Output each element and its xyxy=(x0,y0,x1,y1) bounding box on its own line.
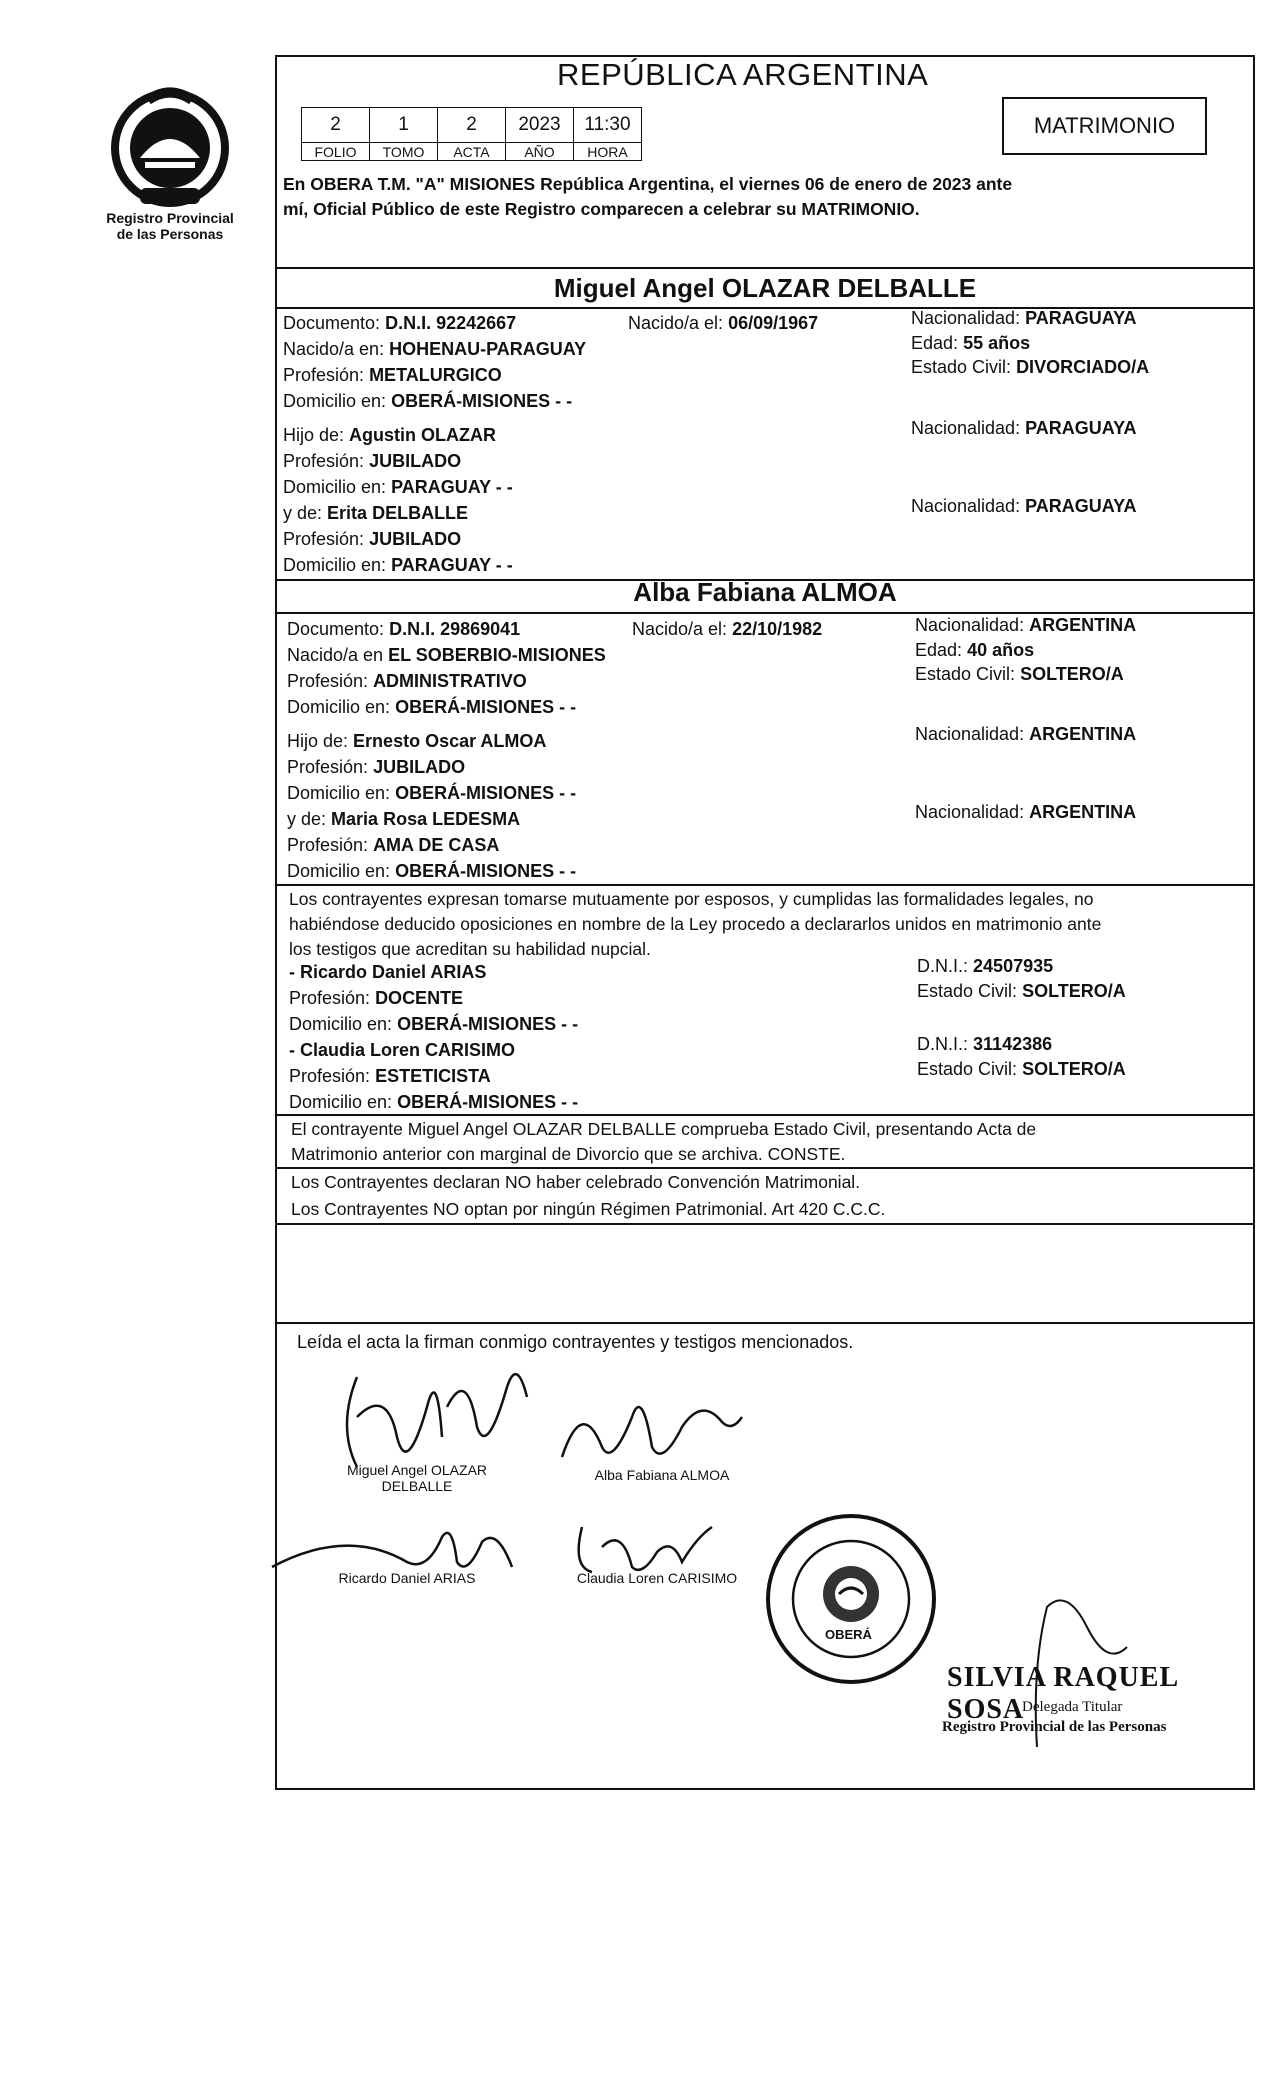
divider xyxy=(277,1114,1253,1116)
acta-value: 2 xyxy=(438,108,506,143)
declaration-text: Los contrayentes expresan tomarse mutuamente por esposos, y cumplidas las formalidades legales, no habiéndose deducido oposiciones en nombre de la Ley procedo a declararlos unidos en matrimonio ante los testigos que acreditan su habilidad nupcial. xyxy=(289,889,1102,959)
country-title: REPÚBLICA ARGENTINA xyxy=(557,57,929,92)
divider xyxy=(277,884,1253,886)
witnesses-section: - Ricardo Daniel ARIAS D.N.I.: 24507935 Profesión: DOCENTE Estado Civil: SOLTERO/A Domicilio en: OBERÁ-MISIONES - - - Claudia Loren CARISIMO D.N.I.: 31142386 Profesión: ESTETICISTA Estado Civil: SOLTERO/A Domicilio en: OBERÁ-MISIONES - - xyxy=(289,956,1126,1112)
groom-name: Miguel Angel OLAZAR DELBALLE xyxy=(553,273,977,303)
groom-mother-profession: JUBILADO xyxy=(369,529,462,549)
hora-value: 11:30 xyxy=(574,108,642,143)
logo-caption: Registro Provincial de las Personas xyxy=(106,210,234,242)
certificate-type: MATRIMONIO xyxy=(1033,113,1176,138)
witness2-dni: 31142386 xyxy=(973,1034,1053,1054)
bride-father-address: OBERÁ-MISIONES - - xyxy=(395,783,577,803)
bride-father-profession: JUBILADO xyxy=(373,757,466,777)
divider xyxy=(277,1223,1253,1225)
groom-father-nationality: PARAGUAYA xyxy=(1025,418,1137,438)
province-seal-icon xyxy=(100,80,240,210)
conventions-text: Los Contrayentes declaran NO haber celebrado Convención Matrimonial. Los Contrayentes NO optan por ningún Régimen Patrimonial. Art 420 C.C.C. xyxy=(291,1172,886,1219)
bride-father-name: Ernesto Oscar ALMOA xyxy=(353,731,547,751)
witness1-name: - Ricardo Daniel ARIAS xyxy=(289,962,487,982)
signatures-intro: Leída el acta la firman conmigo contrayentes y testigos mencionados. xyxy=(297,1332,854,1352)
hora-label: HORA xyxy=(574,143,642,161)
intro-text: En OBERA T.M. "A" MISIONES República Argentina, el viernes 06 de enero de 2023 ante mí, Oficial Público de este Registro comparecen a celebrar su MATRIMONIO. xyxy=(283,174,1013,219)
witness1-dni: 24507935 xyxy=(973,956,1054,976)
tomo-value: 1 xyxy=(370,108,438,143)
witness2-name: - Claudia Loren CARISIMO xyxy=(289,1040,516,1060)
groom-profession: METALURGICO xyxy=(369,365,502,385)
bride-section: Documento: D.N.I. 29869041 Nacido/a el: 22/10/1982 Nacionalidad: ARGENTINA Nacido/a en EL SOBERBIO-MISIONES Edad: 40 años Profesión: ADMINISTRATIVO Estado Civil: SOLTERO/A Domicilio en: OBERÁ-MISIONES - - Hijo de: Ernesto Oscar ALMOA Nacionalidad: ARGENTINA Profesión: JUBILADO Domicilio en: OBERÁ-MISIONES - - y de: Maria Rosa LEDESMA Nacionalidad: ARGENTINA Profesión: AMA DE CASA Domicilio en: OBERÁ-MISIONES - - xyxy=(287,615,1137,881)
bride-nationality: ARGENTINA xyxy=(1029,615,1137,635)
bride-signature-icon xyxy=(552,1377,752,1477)
bride-father-nationality: ARGENTINA xyxy=(1029,724,1137,744)
groom-age: 55 años xyxy=(963,333,1031,353)
groom-mother-address: PARAGUAY - - xyxy=(391,555,513,575)
bride-mother-address: OBERÁ-MISIONES - - xyxy=(395,861,577,881)
bride-signature-caption: Alba Fabiana ALMOA xyxy=(594,1467,730,1483)
bride-mother-profession: AMA DE CASA xyxy=(373,835,500,855)
folio-value: 2 xyxy=(302,108,370,143)
bride-mother-name: Maria Rosa LEDESMA xyxy=(331,809,521,829)
witness1-profession: DOCENTE xyxy=(375,988,464,1008)
stamp-city: OBERÁ xyxy=(825,1627,872,1642)
bride-marital-status: SOLTERO/A xyxy=(1020,664,1124,684)
bride-mother-nationality: ARGENTINA xyxy=(1029,802,1137,822)
witness2-marital-status: SOLTERO/A xyxy=(1022,1059,1126,1079)
civil-status-note: El contrayente Miguel Angel OLAZAR DELBALLE comprueba Estado Civil, presentando Acta de Matrimonio anterior con marginal de Divorcio que se archiva. CONSTE. xyxy=(291,1119,1037,1164)
anio-label: AÑO xyxy=(506,143,574,161)
official-role: Delegada Titular xyxy=(1022,1699,1123,1715)
registry-stamp-icon xyxy=(764,1512,939,1687)
witness1-signature-caption: Ricardo Daniel ARIAS xyxy=(338,1570,476,1586)
groom-birthdate: 06/09/1967 xyxy=(728,313,819,333)
bride-profession: ADMINISTRATIVO xyxy=(373,671,527,691)
witness1-marital-status: SOLTERO/A xyxy=(1022,981,1126,1001)
registry-table xyxy=(301,107,642,161)
bride-name: Alba Fabiana ALMOA xyxy=(633,577,897,607)
folio-label: FOLIO xyxy=(302,143,370,161)
groom-marital-status: DIVORCIADO/A xyxy=(1016,357,1150,377)
witness2-signature-caption: Claudia Loren CARISIMO xyxy=(576,1570,738,1586)
tomo-label: TOMO xyxy=(370,143,438,161)
marriage-certificate xyxy=(275,55,1255,1790)
groom-mother-name: Erita DELBALLE xyxy=(327,503,469,523)
registry-logo xyxy=(95,80,245,250)
groom-father-name: Agustin OLAZAR xyxy=(349,425,497,445)
witness1-address: OBERÁ-MISIONES - - xyxy=(397,1014,579,1034)
groom-nationality: PARAGUAYA xyxy=(1025,308,1137,328)
groom-father-address: PARAGUAY - - xyxy=(391,477,513,497)
divider xyxy=(277,612,1253,614)
bride-dni: D.N.I. 29869041 xyxy=(389,619,521,639)
groom-dni: D.N.I. 92242667 xyxy=(385,313,517,333)
acta-label: ACTA xyxy=(438,143,506,161)
bride-birthdate: 22/10/1982 xyxy=(732,619,823,639)
official-office: Registro Provincial de las Personas xyxy=(942,1719,1167,1735)
groom-mother-nationality: PARAGUAYA xyxy=(1025,496,1137,516)
groom-signature-caption: Miguel Angel OLAZAR DELBALLE xyxy=(346,1462,488,1494)
divider xyxy=(277,267,1253,269)
witness2-profession: ESTETICISTA xyxy=(375,1066,491,1086)
divider xyxy=(277,1322,1253,1324)
anio-value: 2023 xyxy=(506,108,574,143)
bride-address: OBERÁ-MISIONES - - xyxy=(395,697,577,717)
certificate-type-box xyxy=(1002,97,1207,155)
official-name: SILVIA RAQUEL SOSA xyxy=(947,1662,1178,1725)
bride-birthplace: EL SOBERBIO-MISIONES xyxy=(388,645,606,665)
groom-section: Documento: D.N.I. 92242667 Nacido/a el: 06/09/1967 Nacionalidad: PARAGUAYA Nacido/a en: HOHENAU-PARAGUAY Edad: 55 años Profesión: METALURGICO Estado Civil: DIVORCIADO/A Domicilio en: OBERÁ-MISIONES - - Hijo de: Agustin OLAZAR Nacionalidad: PARAGUAYA Profesión: JUBILADO Domicilio en: PARAGUAY - - y de: Erita DELBALLE Nacionalidad: PARAGUAYA Profesión: JUBILADO Domicilio en: PARAGUAY - - xyxy=(283,308,1150,575)
groom-address: OBERÁ-MISIONES - - xyxy=(391,391,573,411)
bride-age: 40 años xyxy=(967,640,1035,660)
groom-father-profession: JUBILADO xyxy=(369,451,462,471)
groom-birthplace: HOHENAU-PARAGUAY xyxy=(389,339,587,359)
witness2-address: OBERÁ-MISIONES - - xyxy=(397,1092,579,1112)
